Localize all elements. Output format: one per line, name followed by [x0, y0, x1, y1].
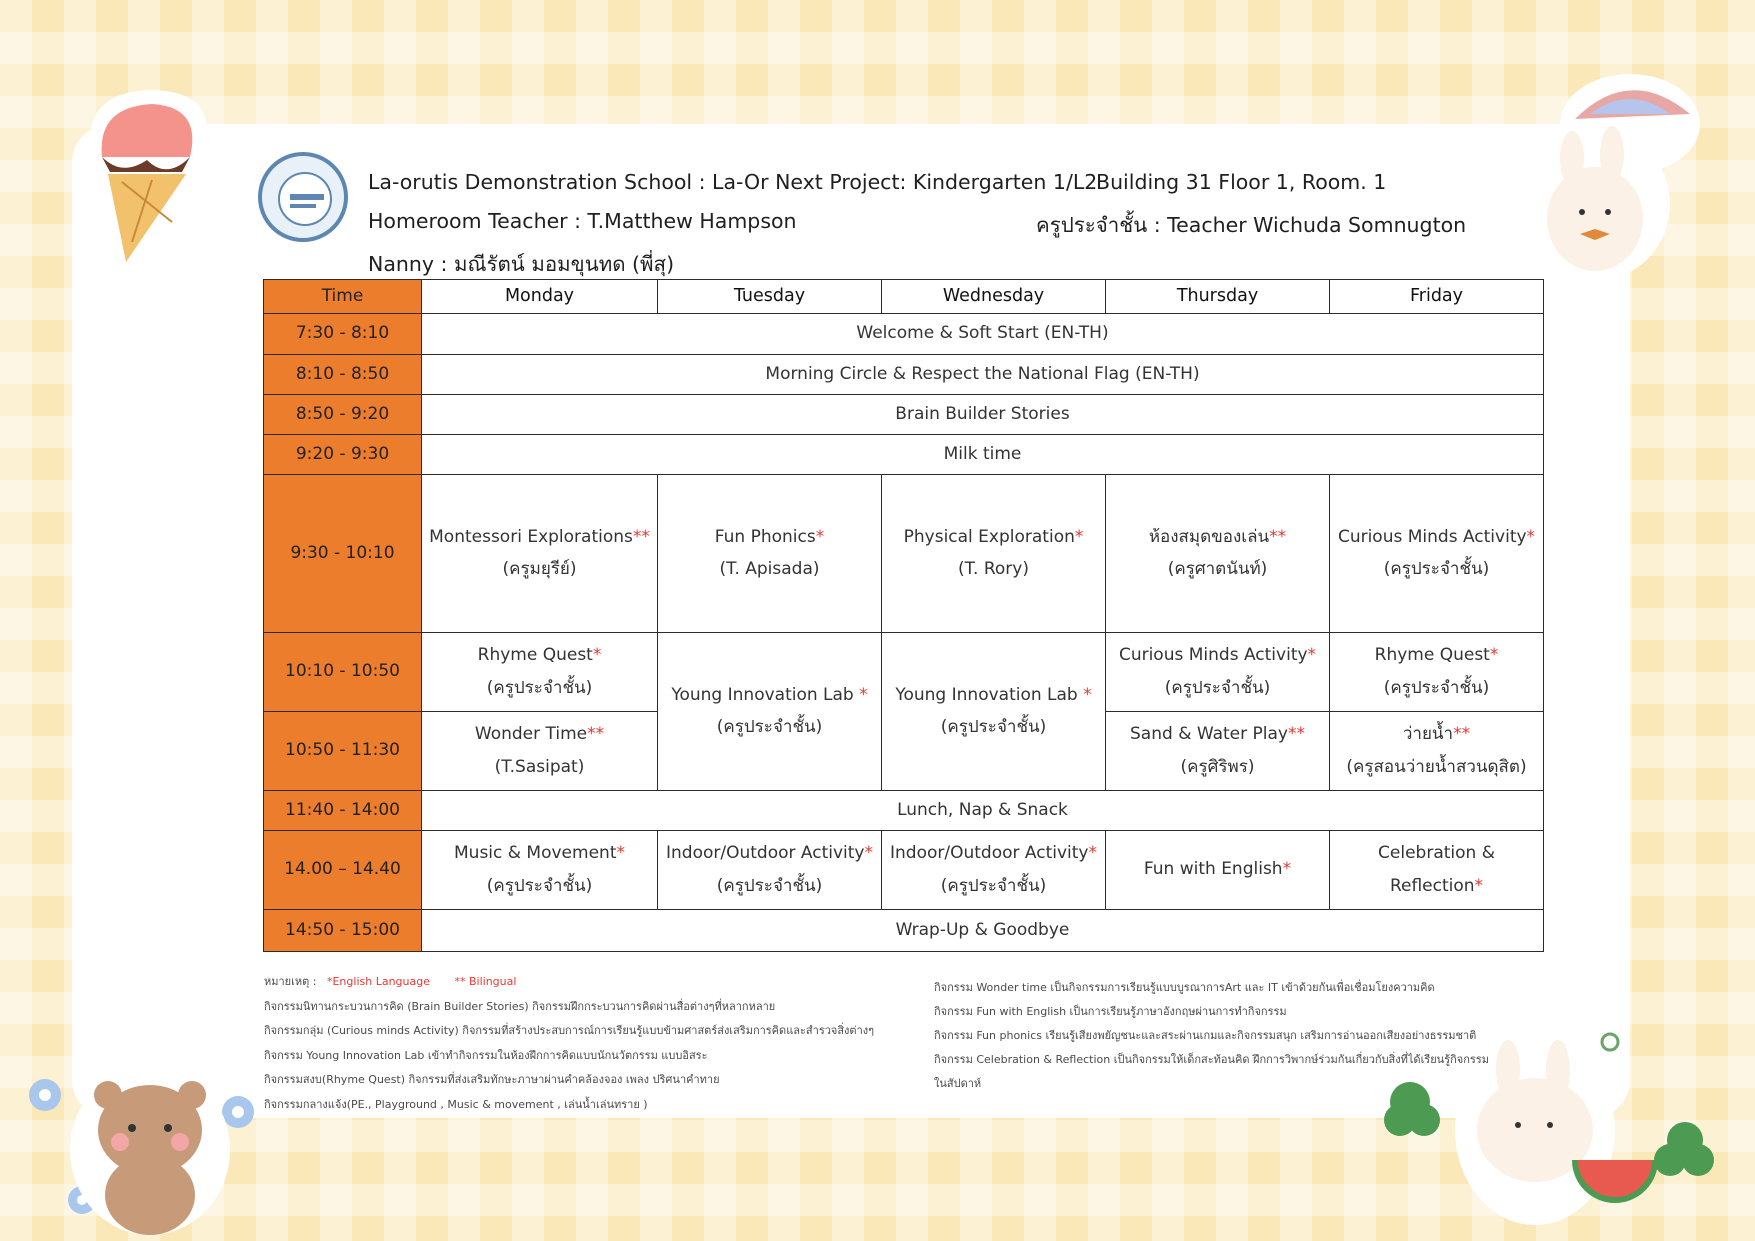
activity-cell-wednesday — [882, 475, 1106, 633]
note-line: กิจกรรม Fun with English เป็นการเรียนรู้ภาษาอังกฤษผ่านการทำกิจกรรม — [934, 1005, 1287, 1018]
activity-teacher: (ครูประจำชั้น) — [486, 677, 593, 698]
table-row — [264, 314, 1544, 355]
activity-teacher: (ครูมยุรีย์) — [502, 559, 577, 579]
activity-title-cont: Reflection — [1389, 875, 1475, 896]
activity-teacher: (ครูศิริพร) — [1180, 756, 1255, 777]
note-line: กิจกรรม Young Innovation Lab เข้าทำกิจกรรมในห้องฝึกการคิดแบบนักนวัตกรรม แบบอิสระ — [264, 1048, 708, 1062]
table-header-row — [264, 280, 1544, 314]
activity-title: Young Innovation Lab — [671, 684, 860, 705]
language-mark: ** — [587, 724, 605, 745]
homeroom-teacher: Homeroom Teacher : T.Matthew Hampson — [368, 209, 797, 233]
table-row — [264, 633, 1544, 712]
activity-cell-friday — [1330, 712, 1544, 791]
activity-cell-monday — [422, 475, 658, 633]
activity-title: Rhyme Quest — [1374, 645, 1490, 666]
activity-title: ห้องสมุดของเล่น — [1148, 526, 1270, 547]
notes-left — [264, 970, 904, 1117]
activity-title: Curious Minds Activity — [1118, 645, 1308, 666]
language-mark: * — [1083, 684, 1092, 705]
table-row — [264, 910, 1544, 952]
building-room: Building 31 Floor 1, Room. 1 — [1096, 170, 1387, 194]
activity-teacher: (ครูประจำชั้น) — [1164, 677, 1271, 698]
activity-cell-thursday — [1106, 831, 1330, 910]
table-row — [264, 791, 1544, 831]
note-line: กิจกรรม Wonder time เป็นกิจกรรมการเรียนรู้แบบบูรณาการArt และ IT เข้าด้วยกันเพื่อเชื่อมโยงความคิด — [934, 981, 1435, 994]
activity-teacher: (ครูศาตนันท์) — [1167, 559, 1268, 579]
table-row — [264, 355, 1544, 395]
legend-line — [264, 970, 904, 995]
language-mark: * — [616, 843, 625, 864]
language-mark: * — [815, 526, 825, 547]
activity-all-week: Welcome & Soft Start (EN-TH) — [422, 314, 1544, 355]
activity-title: Physical Exploration — [903, 526, 1075, 547]
activity-title: ว่ายน้ำ — [1402, 724, 1454, 745]
activity-teacher: (ครูสอนว่ายน้ำสวนดุสิต) — [1346, 756, 1527, 777]
activity-teacher: (T. Rory) — [958, 559, 1029, 579]
time-cell: 10:50 - 11:30 — [264, 712, 422, 791]
activity-cell-friday — [1330, 633, 1544, 712]
table-row — [264, 475, 1544, 633]
activity-cell-tuesday — [658, 633, 882, 791]
activity-cell-thursday — [1106, 633, 1330, 712]
schedule-table — [263, 279, 1544, 952]
time-cell: 8:10 - 8:50 — [264, 355, 422, 395]
time-cell: 11:40 - 14:00 — [264, 791, 422, 831]
language-mark: * — [592, 645, 602, 666]
note-line: กิจกรรมกลางแจ้ง(PE., Playground , Music & movement , เล่นน้ำเล่นทราย ) — [264, 1097, 648, 1111]
activity-title: Rhyme Quest — [477, 645, 593, 666]
activity-teacher: (ครูประจำชั้น) — [486, 875, 593, 896]
activity-teacher: (ครูประจำชั้น) — [716, 875, 823, 896]
time-cell: 8:50 - 9:20 — [264, 395, 422, 435]
bunny-umbrella-sticker-icon — [1520, 54, 1700, 284]
table-row — [264, 435, 1544, 475]
time-cell: 10:10 - 10:50 — [264, 633, 422, 712]
activity-cell-friday — [1330, 831, 1544, 910]
activity-cell-monday — [422, 831, 658, 910]
activity-title: Indoor/Outdoor Activity — [890, 843, 1089, 864]
activity-title: Young Innovation Lab — [895, 684, 1084, 705]
note-line: กิจกรรม Celebration & Reflection เป็นกิจกรรมให้เด็กสะท้อนคิด ฝึกการวิพากษ์ร่วมกันเกี่ยวกับสิ่งที่ได้เรียนรู้กิจกรรม — [934, 1053, 1489, 1066]
activity-title: Music & Movement — [454, 843, 617, 864]
school-name: La-orutis Demonstration School : La-Or Next Project: Kindergarten 1/L2 — [368, 170, 1098, 194]
language-mark: * — [1074, 526, 1084, 547]
header-friday: Friday — [1330, 280, 1544, 314]
language-mark: * — [1282, 859, 1292, 880]
language-mark: * — [1526, 526, 1536, 547]
activity-all-week: Brain Builder Stories — [422, 395, 1544, 435]
activity-title: Indoor/Outdoor Activity — [666, 843, 865, 864]
activity-cell-thursday — [1106, 712, 1330, 791]
notes-right — [934, 976, 1514, 1096]
activity-all-week: Milk time — [422, 435, 1544, 475]
note-line: กิจกรรมสงบ(Rhyme Quest) กิจกรรมที่ส่งเสริมทักษะภาษาผ่านคำคล้องจอง เพลง ปริศนาคำทาย — [264, 1073, 720, 1086]
activity-teacher: (ครูประจำชั้น) — [1383, 677, 1490, 698]
activity-title: Curious Minds Activity — [1337, 526, 1527, 547]
activity-title: Fun with English — [1143, 859, 1283, 880]
header-monday: Monday — [422, 280, 658, 314]
activity-cell-thursday — [1106, 475, 1330, 633]
table-row — [264, 395, 1544, 435]
time-cell: 14:50 - 15:00 — [264, 910, 422, 952]
header-time: Time — [264, 280, 422, 314]
logo-mark — [290, 194, 324, 200]
logo-mark-secondary — [290, 204, 316, 208]
activity-title: Wonder Time — [474, 724, 588, 745]
note-line: กิจกรรมนิทานกระบวนการคิด (Brain Builder Stories) กิจกรรมฝึกกระบวนการคิดผ่านสื่อต่างๆที่หลากหลาย — [264, 999, 776, 1013]
ice-cream-sticker-icon — [62, 72, 232, 282]
activity-cell-monday — [422, 712, 658, 791]
activity-cell-tuesday — [658, 831, 882, 910]
time-cell: 7:30 - 8:10 — [264, 314, 422, 355]
activity-cell-wednesday — [882, 633, 1106, 791]
header-wednesday: Wednesday — [882, 280, 1106, 314]
language-mark: * — [1489, 645, 1499, 666]
activity-title: Celebration & — [1378, 843, 1495, 864]
class-teacher: ครูประจำชั้น : Teacher Wichuda Somnugton — [1036, 213, 1467, 237]
activity-teacher: (ครูประจำชั้น) — [716, 717, 823, 737]
language-mark: * — [1307, 645, 1317, 666]
time-cell: 14.00 – 14.40 — [264, 831, 422, 910]
activity-title: Fun Phonics — [714, 526, 816, 547]
activity-cell-monday — [422, 633, 658, 712]
activity-title: Sand & Water Play — [1130, 724, 1288, 745]
legend-label: หมายเหตุ : — [264, 975, 317, 988]
activity-all-week: Lunch, Nap & Snack — [422, 791, 1544, 831]
language-mark: * — [1088, 843, 1097, 864]
school-logo — [258, 152, 348, 242]
activity-teacher: (T. Apisada) — [719, 559, 820, 579]
note-line: กิจกรรมกลุ่ม (Curious minds Activity) กิจกรรมที่สร้างประสบการณ์การเรียนรู้แบบข้ามศาสตร์ส่งเสริมการคิดและสำรวจสิ่งต่างๆ — [264, 1024, 875, 1037]
note-line: ในสัปดาห์ — [934, 1077, 982, 1090]
language-mark: * — [1474, 875, 1484, 896]
activity-teacher: (ครูประจำชั้น) — [940, 875, 1047, 896]
bear-sticker-icon — [20, 1040, 280, 1240]
legend-english: *English Language — [326, 975, 430, 988]
header-tuesday: Tuesday — [658, 280, 882, 314]
language-mark: * — [864, 843, 873, 864]
header-thursday: Thursday — [1106, 280, 1330, 314]
activity-all-week: Morning Circle & Respect the National Flag (EN-TH) — [422, 355, 1544, 395]
language-mark: ** — [632, 526, 650, 547]
legend-bilingual: ** Bilingual — [454, 975, 517, 988]
nanny: Nanny : มณีรัตน์ มอมขุนทด (พี่สุ) — [368, 252, 675, 276]
table-row — [264, 831, 1544, 910]
activity-title: Montessori Explorations — [429, 526, 633, 547]
activity-cell-wednesday — [882, 831, 1106, 910]
language-mark: * — [859, 684, 868, 705]
activity-teacher: (T.Sasipat) — [494, 756, 585, 777]
activity-teacher: (ครูประจำชั้น) — [1383, 559, 1490, 579]
time-cell: 9:20 - 9:30 — [264, 435, 422, 475]
time-cell: 9:30 - 10:10 — [264, 475, 422, 633]
language-mark: ** — [1269, 526, 1287, 547]
activity-all-week: Wrap-Up & Goodbye — [422, 910, 1544, 952]
activity-cell-friday — [1330, 475, 1544, 633]
language-mark: ** — [1287, 724, 1305, 745]
activity-title-line2 — [1334, 876, 1539, 897]
activity-teacher: (ครูประจำชั้น) — [940, 717, 1047, 737]
note-line: กิจกรรม Fun phonics เรียนรู้เสียงพยัญชนะและสระผ่านเกมและกิจกรรมสนุก เสริมการอ่านออกเสียงอย่างธรรมชาติ — [934, 1029, 1477, 1042]
language-mark: ** — [1453, 724, 1471, 745]
activity-cell-tuesday — [658, 475, 882, 633]
